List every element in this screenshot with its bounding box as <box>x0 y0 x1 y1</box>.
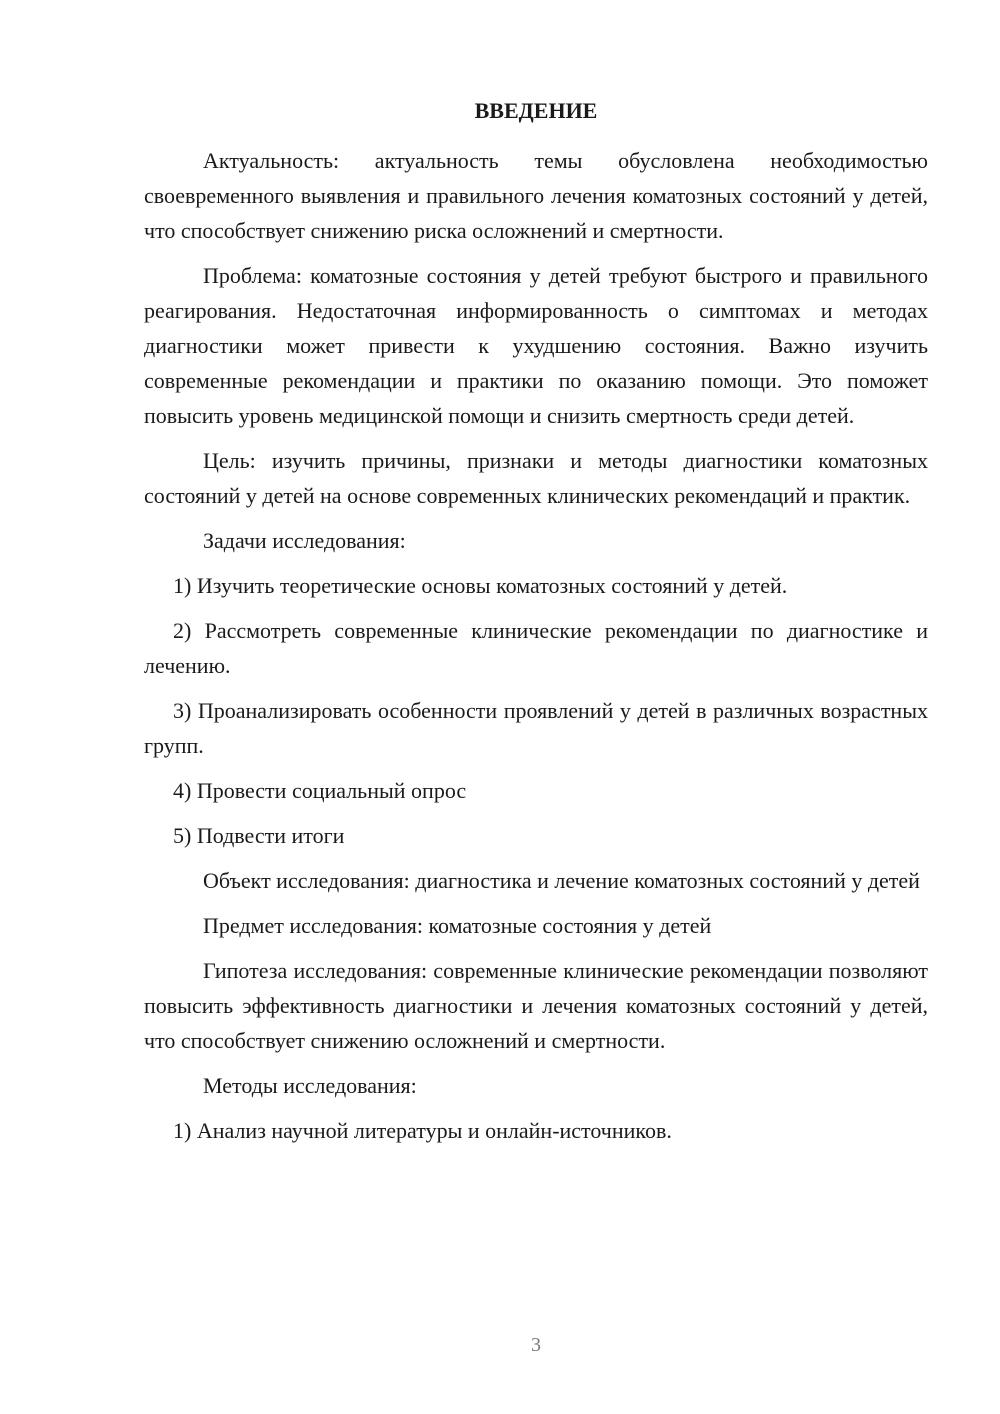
object-paragraph: Объект исследования: диагностика и лечение коматозных состояний у детей <box>203 868 920 893</box>
task-item: 4) Провести социальный опрос <box>173 778 467 803</box>
document-body <box>144 143 928 1148</box>
task-item: 1) Изучить теоретические основы коматозных состояний у детей. <box>173 573 788 598</box>
hypothesis-paragraph: Гипотеза исследования: современные клинические рекомендации позволяют повысить эффективность диагностики и лечения коматозных состояний у детей, что способствует снижению осложнений и смертности. <box>144 958 928 1053</box>
goal-paragraph: Цель: изучить причины, признаки и методы диагностики коматозных состояний у детей на основе современных клинических рекомендаций и практик. <box>144 448 928 508</box>
task-item: 3) Проанализировать особенности проявлений у детей в различных возрастных групп. <box>144 698 928 758</box>
tasks-heading: Задачи исследования: <box>203 528 406 553</box>
page-title: ВВЕДЕНИЕ <box>474 98 598 123</box>
methods-heading: Методы исследования: <box>203 1073 417 1098</box>
page-number: 3 <box>531 1334 541 1356</box>
method-item: 1) Анализ научной литературы и онлайн-источников. <box>173 1118 672 1143</box>
relevance-paragraph: Актуальность: актуальность темы обусловлена необходимостью своевременного выявления и правильного лечения коматозных состояний у детей, что способствует снижению риска осложнений и смертности. <box>144 148 928 243</box>
task-item: 2) Рассмотреть современные клинические рекомендации по диагностике и лечению. <box>144 618 928 678</box>
problem-paragraph: Проблема: коматозные состояния у детей требуют быстрого и правильного реагирования. Недостаточная информированность о симптомах и методах диагностики может привести к ухудшению состояния. Важно изучить современные рекомендации и практики по оказанию помощи. Это поможет повысить уровень медицинской помощи и снизить смертность среди детей. <box>144 263 928 428</box>
subject-paragraph: Предмет исследования: коматозные состояния у детей <box>203 913 712 938</box>
task-item: 5) Подвести итоги <box>173 823 345 848</box>
